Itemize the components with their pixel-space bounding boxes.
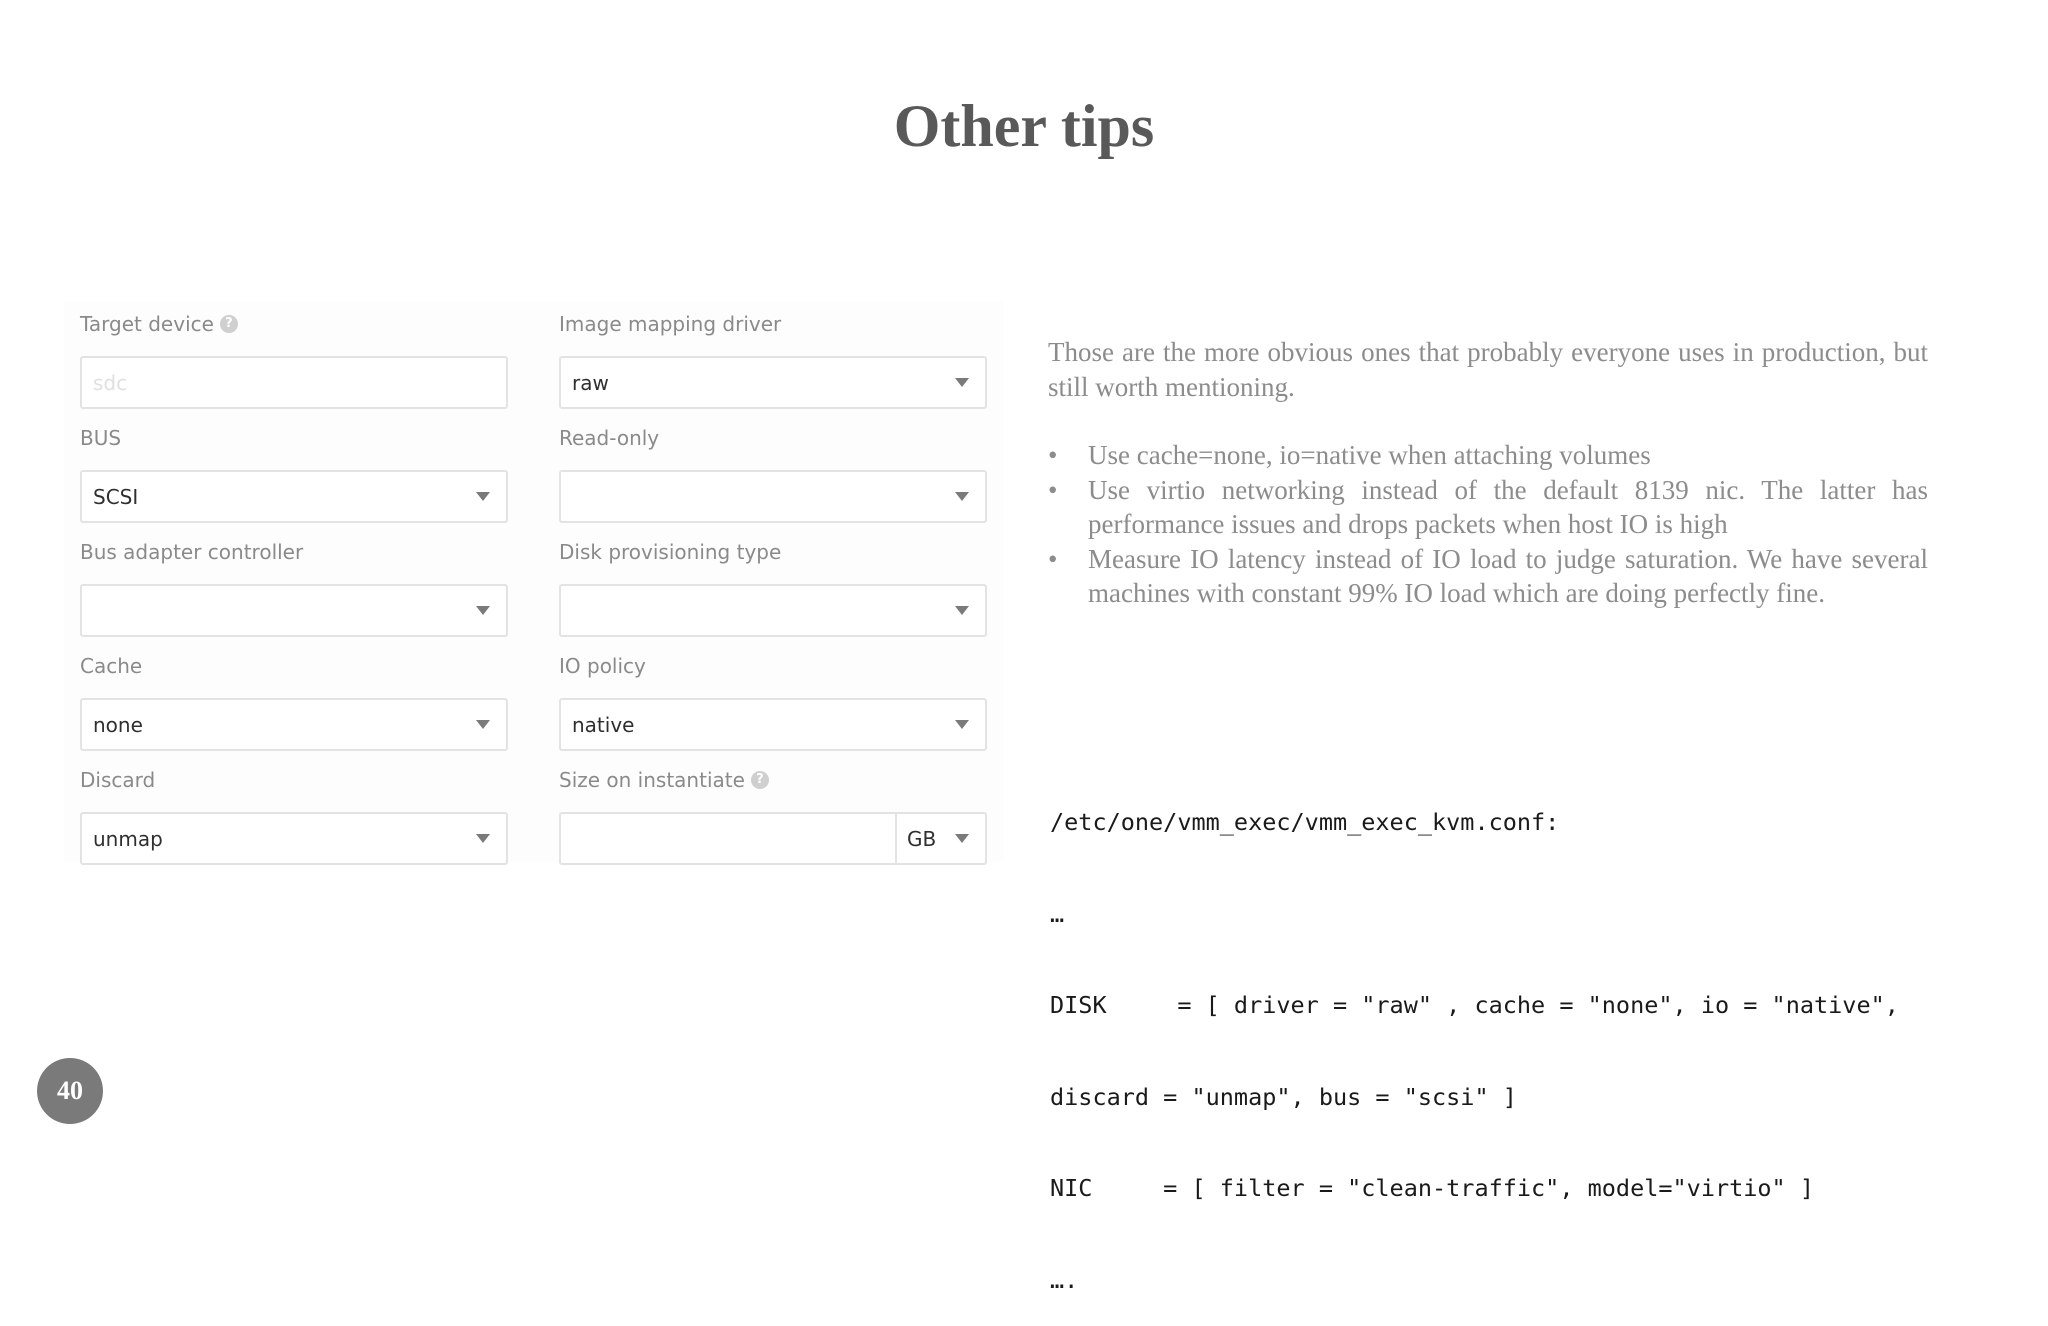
- size-on-instantiate-field: [559, 766, 987, 865]
- bus-field: [80, 424, 508, 523]
- target-device-placeholder: sdc: [93, 370, 128, 395]
- tips-text: [1048, 335, 1928, 611]
- tip-text: Use virtio networking instead of the default 8139 nic. The latter has performance issues and drops packets when host IO is high: [1088, 474, 1928, 539]
- list-item: [1048, 542, 1928, 611]
- read-only-select[interactable]: [559, 470, 987, 523]
- io-policy-label: IO policy: [559, 654, 646, 678]
- list-item: [1048, 473, 1928, 542]
- config-path: /etc/one/vmm_exec/vmm_exec_kvm.conf:: [1050, 808, 1560, 836]
- size-unit-select[interactable]: [897, 812, 987, 865]
- read-only-field: [559, 424, 987, 523]
- image-mapping-driver-select[interactable]: [559, 356, 987, 409]
- discard-field: [80, 766, 508, 865]
- tip-text: Measure IO latency instead of IO load to judge saturation. We have several machines with constant 99% IO load which are doing perfectly fine.: [1088, 543, 1928, 608]
- io-policy-select[interactable]: [559, 698, 987, 751]
- discard-label: Discard: [80, 768, 156, 792]
- target-device-input[interactable]: [80, 356, 508, 409]
- bus-adapter-controller-field: [80, 538, 508, 637]
- help-icon[interactable]: ?: [751, 771, 769, 789]
- tip-text: Use cache=none, io=native when attaching volumes: [1088, 440, 1651, 470]
- chevron-down-icon: [955, 492, 969, 501]
- size-on-instantiate-label: Size on instantiate: [559, 768, 745, 792]
- image-mapping-driver-value: raw: [572, 370, 609, 395]
- chevron-down-icon: [955, 378, 969, 387]
- config-disk-line-2: discard = "unmap", bus = "scsi" ]: [1050, 1082, 1517, 1111]
- io-policy-value: native: [572, 712, 635, 737]
- disk-provisioning-type-field: [559, 538, 987, 637]
- discard-value: unmap: [93, 826, 163, 851]
- bullet: •: [1048, 543, 1058, 574]
- bus-select[interactable]: [80, 470, 508, 523]
- size-unit-value: GB: [907, 826, 937, 851]
- size-input[interactable]: [559, 812, 897, 865]
- io-policy-field: [559, 652, 987, 751]
- slide-title: Other tips: [893, 93, 1155, 159]
- cache-select[interactable]: [80, 698, 508, 751]
- chevron-down-icon: [476, 606, 490, 615]
- cache-value: none: [93, 712, 143, 737]
- disk-provisioning-type-select[interactable]: [559, 584, 987, 637]
- bus-value: SCSI: [93, 484, 139, 509]
- list-item: [1048, 438, 1928, 473]
- tips-list: [1048, 438, 1928, 611]
- page-number-badge: 40: [37, 1058, 103, 1124]
- bullet: •: [1048, 440, 1058, 470]
- read-only-label: Read-only: [559, 426, 660, 450]
- config-ellipsis-start: …: [1050, 899, 1065, 928]
- config-ellipsis-end: ….: [1050, 1265, 1079, 1294]
- intro-paragraph: Those are the more obvious ones that probably everyone uses in production, but still worth mentioning.: [1048, 337, 1928, 402]
- help-icon[interactable]: ?: [220, 315, 238, 333]
- size-input-group: [559, 812, 987, 865]
- chevron-down-icon: [476, 492, 490, 501]
- discard-select[interactable]: [80, 812, 508, 865]
- cache-label: Cache: [80, 654, 143, 678]
- chevron-down-icon: [955, 606, 969, 615]
- config-nic-line: NIC = [ filter = "clean-traffic", model="virtio" ]: [1050, 1174, 1815, 1202]
- image-mapping-driver-field: [559, 310, 987, 409]
- bus-label: BUS: [80, 426, 122, 450]
- target-device-label: Target device: [80, 312, 214, 336]
- disk-config-form: [64, 302, 1004, 862]
- chevron-down-icon: [955, 834, 969, 843]
- bus-adapter-controller-select[interactable]: [80, 584, 508, 637]
- image-mapping-driver-label: Image mapping driver: [559, 312, 782, 336]
- disk-provisioning-type-label: Disk provisioning type: [559, 540, 782, 564]
- bullet: •: [1048, 474, 1058, 505]
- cache-field: [80, 652, 508, 751]
- chevron-down-icon: [955, 720, 969, 729]
- bus-adapter-controller-label: Bus adapter controller: [80, 540, 304, 564]
- chevron-down-icon: [476, 720, 490, 729]
- config-disk-line-1: DISK = [ driver = "raw" , cache = "none", io = "native",: [1050, 991, 1899, 1019]
- chevron-down-icon: [476, 834, 490, 843]
- config-snippet: [1050, 746, 1950, 1326]
- target-device-field: [80, 310, 508, 409]
